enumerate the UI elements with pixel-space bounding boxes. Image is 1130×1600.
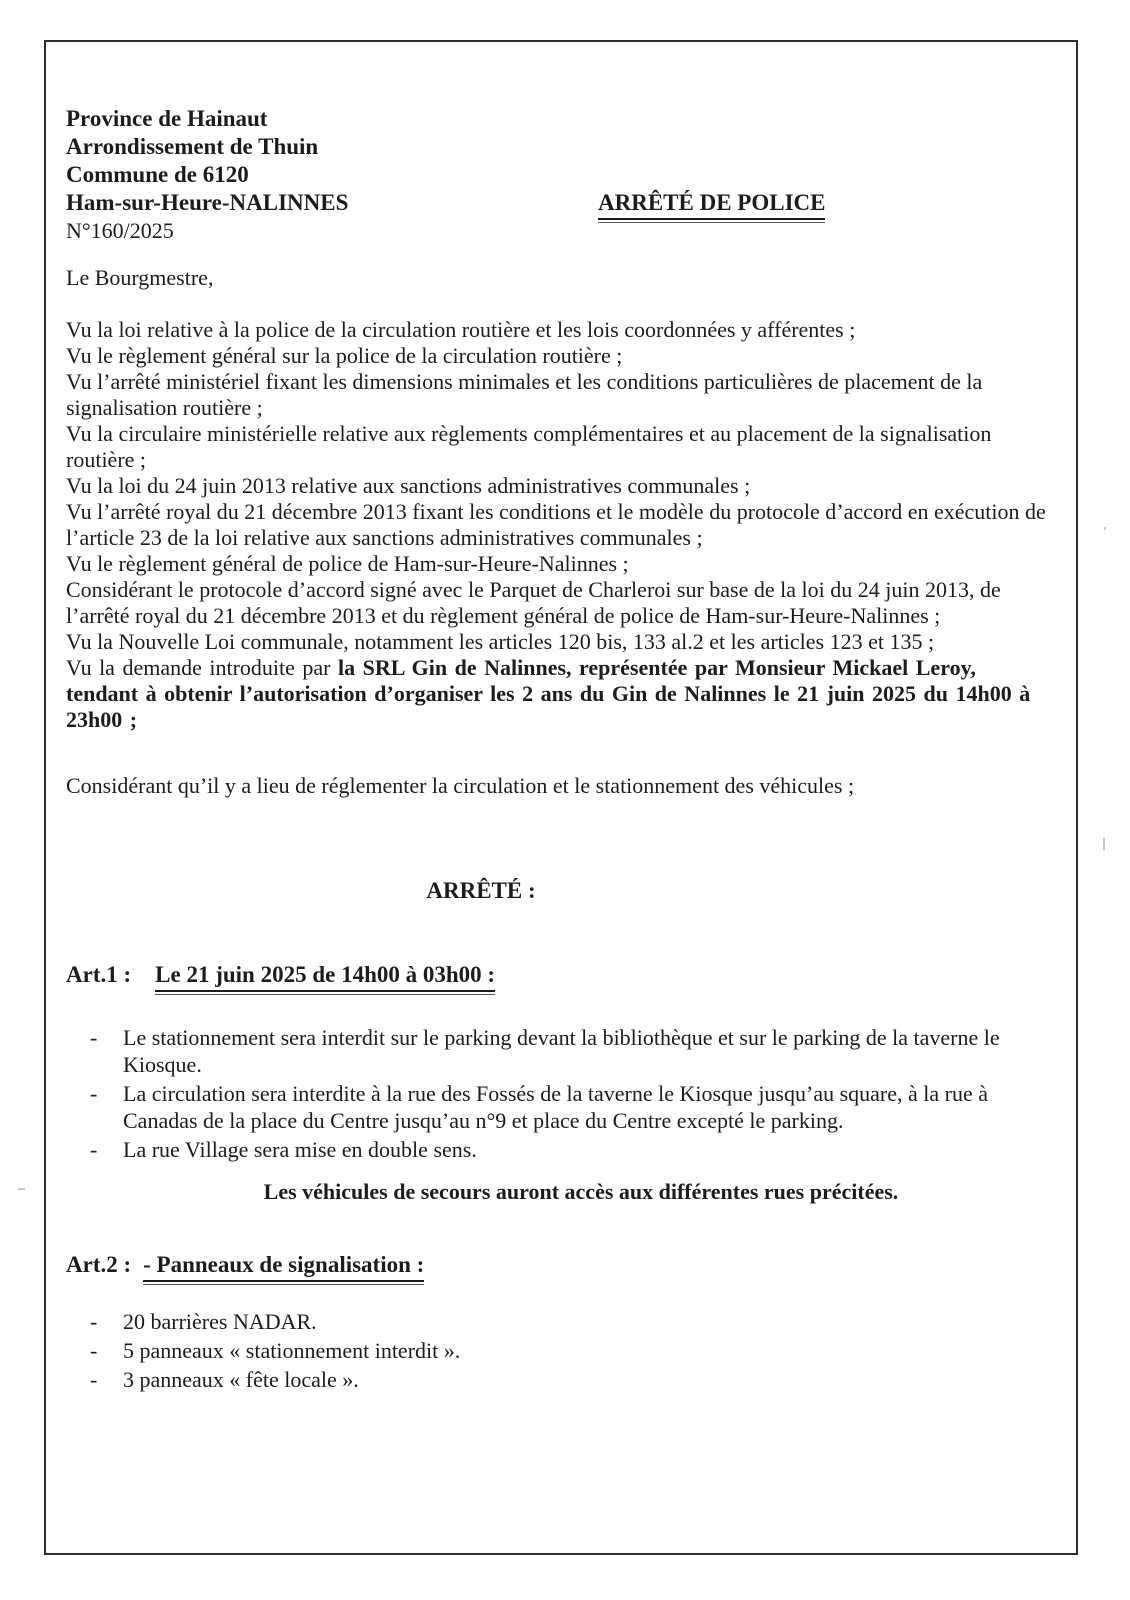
preamble-clause: Vu le règlement général sur la police de la circulation routière ; <box>66 343 623 368</box>
scan-artifact <box>18 1188 25 1190</box>
issuer-arrondissement: Arrondissement de Thuin <box>66 134 319 159</box>
bullet-marker: - <box>90 1025 98 1050</box>
bullet-text: La circulation sera interdite à la rue des Fossés de la taverne le Kiosque jusqu’au square, à la rue à Canadas de la place du Centre jusqu’au n°9 et place du Centre excepté le parking. <box>123 1081 988 1133</box>
preamble-clause: Vu l’arrêté royal du 21 décembre 2013 fixant les conditions et le modèle du protocole d’accord en exécution de l’article 23 de la loi relative aux sanctions administratives communales ; <box>66 499 1046 550</box>
article-1-bullet-list <box>90 1024 1046 1163</box>
preamble-clause: Vu la circulaire ministérielle relative aux règlements complémentaires et au placement de la signalisation routière ; <box>66 421 992 472</box>
bullet-text: 20 barrières NADAR. <box>123 1309 317 1334</box>
emergency-access-note: Les véhicules de secours auront accès aux différentes rues précitées. <box>263 1179 899 1204</box>
bullet-marker: - <box>90 1309 98 1334</box>
bullet-item <box>90 1308 1046 1336</box>
issuer-municipality: Ham-sur-Heure-NALINNES <box>66 190 349 215</box>
scan-artifact <box>1103 838 1105 850</box>
document-border-frame <box>44 40 1078 1555</box>
document-header <box>66 105 1046 245</box>
preamble-clause: Vu la Nouvelle Loi communale, notamment les articles 120 bis, 133 al.2 et les articles 123 et 135 ; <box>66 629 935 654</box>
salutation: Le Bourgmestre, <box>66 265 214 290</box>
preamble-clause: Vu le règlement général de police de Ham-sur-Heure-Nalinnes ; <box>66 551 629 576</box>
bullet-item <box>90 1366 1046 1394</box>
article-1-heading: Le 21 juin 2025 de 14h00 à 03h00 : <box>155 961 495 992</box>
article-2-heading: - Panneaux de signalisation : <box>143 1251 424 1282</box>
article-2-heading-row <box>66 1251 1046 1282</box>
preamble <box>66 317 1046 733</box>
bullet-text: 5 panneaux « stationnement interdit ». <box>123 1338 461 1363</box>
document-number: N°160/2025 <box>66 218 174 243</box>
request-bold-text: la SRL Gin de Nalinnes, représentée par Monsieur Mickael Leroy, tendant à obtenir l’autorisation d’organiser les 2 ans du Gin de Nalinnes le 21 juin 2025 du 14h00 à 23h00 ; <box>66 655 1031 732</box>
bullet-item <box>90 1136 1046 1163</box>
preamble-clause: Vu la loi relative à la police de la circulation routière et les lois coordonnées y afférentes ; <box>66 317 856 342</box>
document-content <box>46 42 1076 1394</box>
preamble-clause: Considérant le protocole d’accord signé avec le Parquet de Charleroi sur base de la loi du 24 juin 2013, de l’arrêté royal du 21 décembre 2013 et du règlement général de police de Ham-sur-Heure-Nalinnes ; <box>66 577 1001 628</box>
article-1-heading-row <box>66 961 1046 992</box>
scan-artifact <box>1104 527 1106 530</box>
request-clause <box>66 655 1046 733</box>
bullet-text: 3 panneaux « fête locale ». <box>123 1367 359 1392</box>
bullet-marker: - <box>90 1137 98 1162</box>
bullet-item <box>90 1337 1046 1365</box>
bullet-marker: - <box>90 1081 98 1106</box>
issuer-province: Province de Hainaut <box>66 106 268 131</box>
bullet-marker: - <box>90 1367 98 1392</box>
considering-clause: Considérant qu’il y a lieu de réglementer la circulation et le stationnement des véhicules ; <box>66 773 855 798</box>
article-2-label: Art.2 : <box>66 1252 132 1277</box>
article-2-bullet-list <box>90 1308 1046 1394</box>
bullet-marker: - <box>90 1338 98 1363</box>
bullet-item <box>90 1024 1046 1078</box>
decree-heading: ARRÊTÉ : <box>426 878 536 903</box>
bullet-text: Le stationnement sera interdit sur le parking devant la bibliothèque et sur le parking de la taverne le Kiosque. <box>123 1025 1000 1077</box>
bullet-text: La rue Village sera mise en double sens. <box>123 1137 477 1162</box>
preamble-clause: Vu la loi du 24 juin 2013 relative aux sanctions administratives communales ; <box>66 473 751 498</box>
preamble-clause: Vu l’arrêté ministériel fixant les dimensions minimales et les conditions particulières de placement de la signalisation routière ; <box>66 369 983 420</box>
document-title-text: ARRÊTÉ DE POLICE <box>598 189 825 220</box>
bullet-item <box>90 1080 1046 1134</box>
request-prefix: Vu la demande introduite par <box>66 655 338 680</box>
article-1-label: Art.1 : <box>66 962 132 987</box>
issuer-commune: Commune de 6120 <box>66 162 249 187</box>
document-title <box>598 189 825 220</box>
